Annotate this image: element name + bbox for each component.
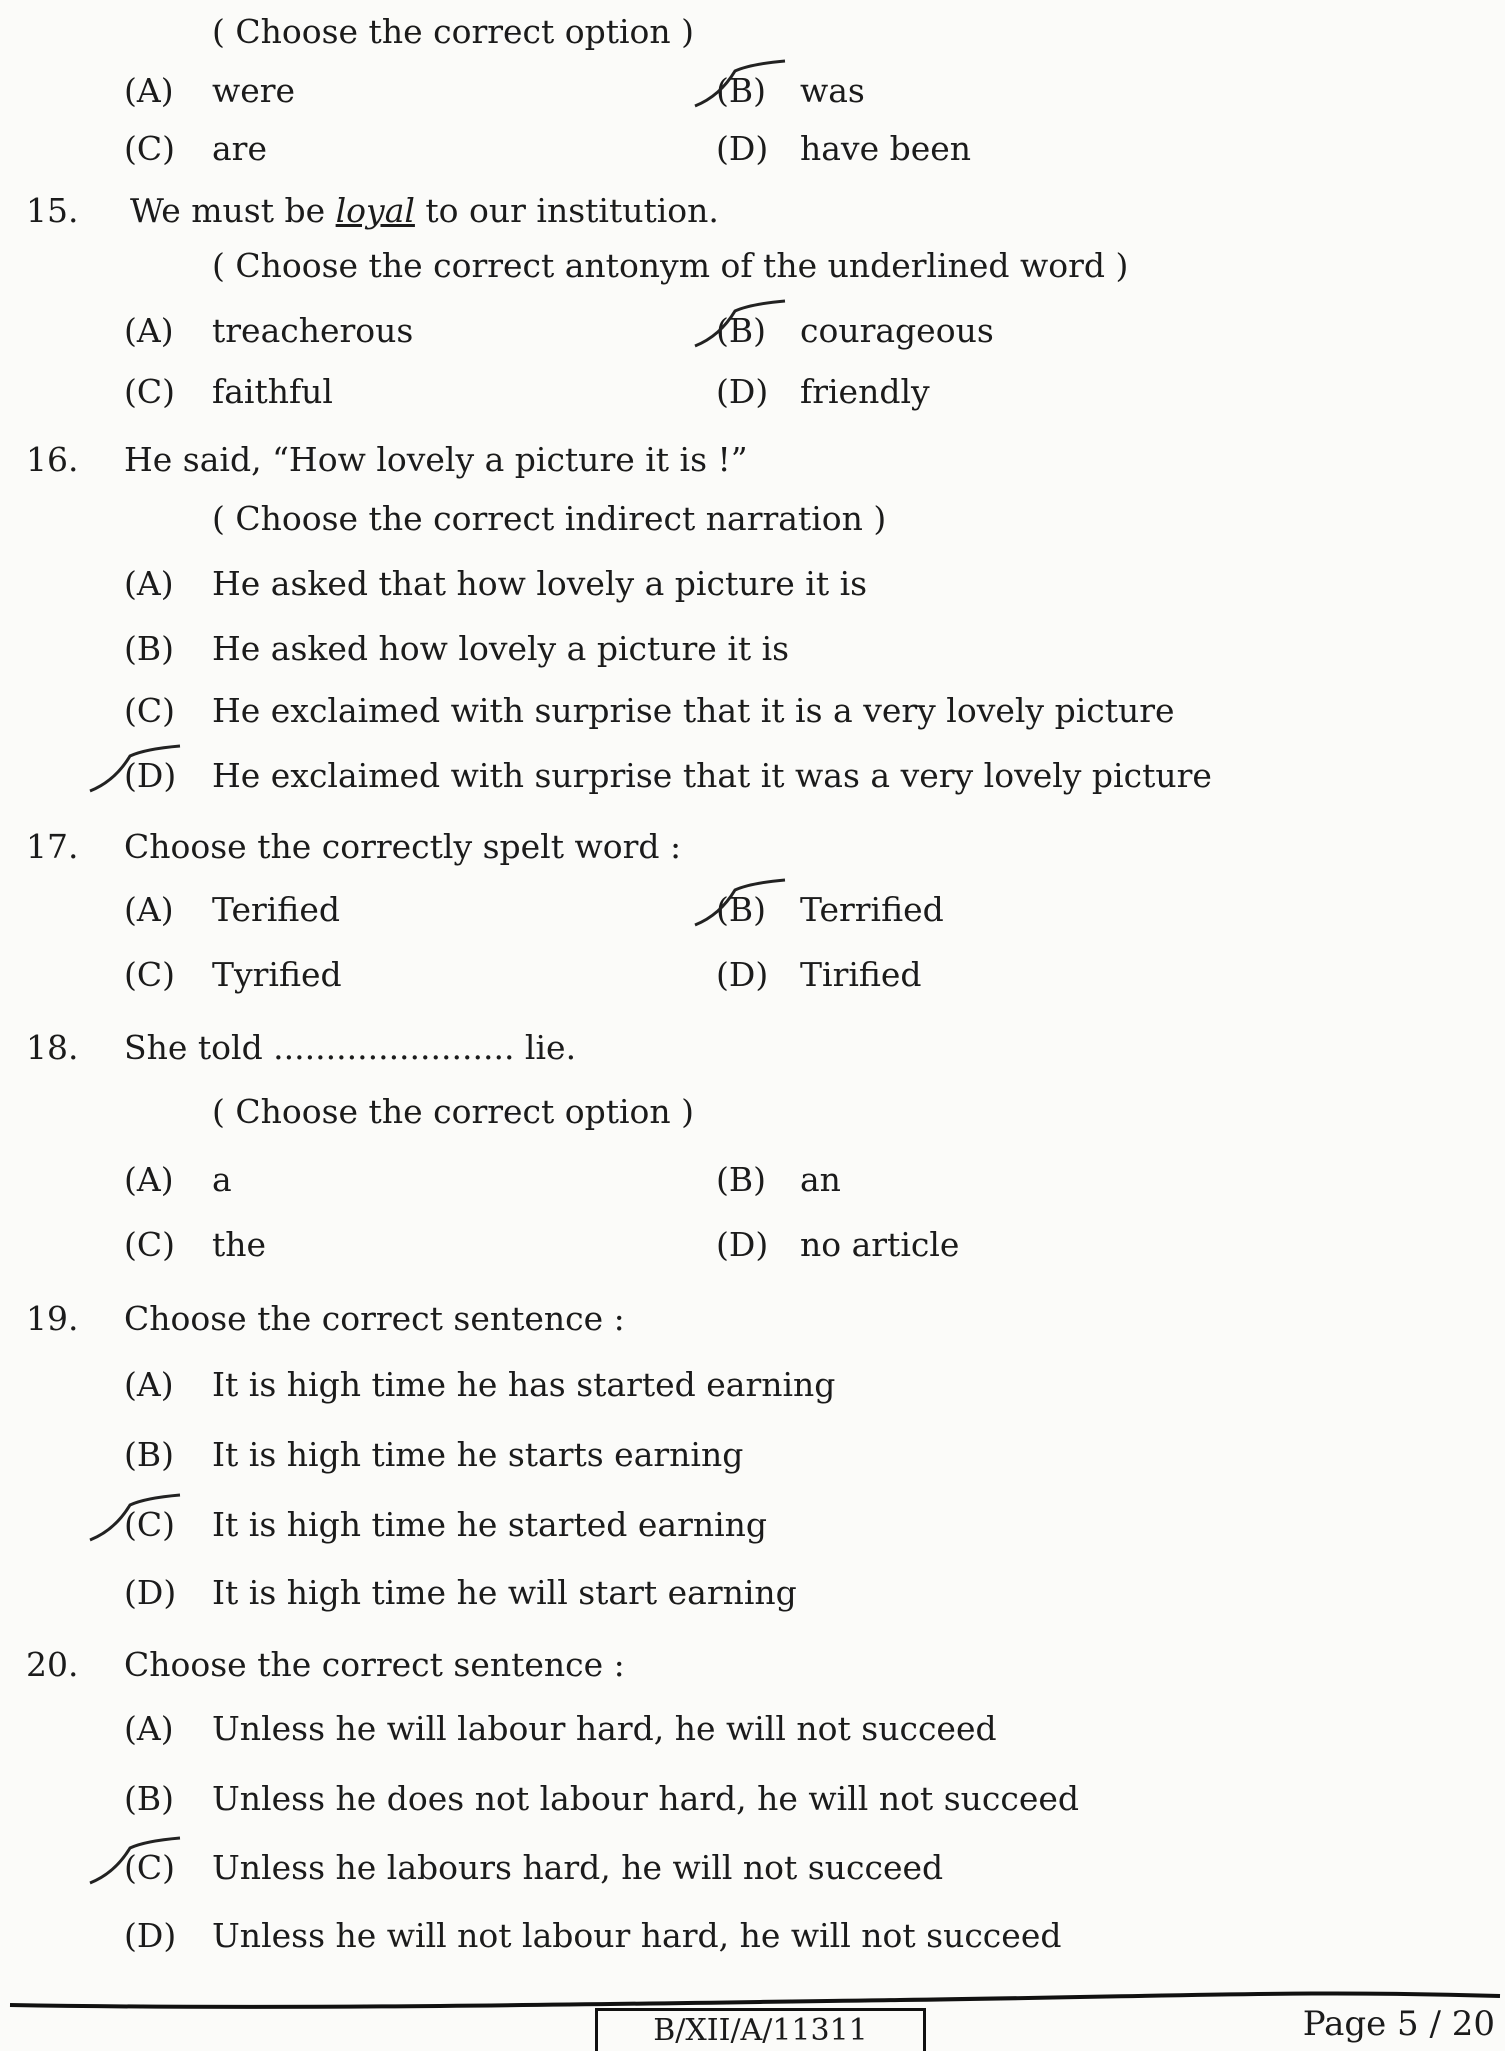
option-text-d: no article xyxy=(800,1225,960,1264)
answer-tick-mark xyxy=(690,296,800,356)
option-letter: (A) xyxy=(124,564,174,603)
option-letter: (A) xyxy=(124,71,174,110)
option-text-d: It is high time he will start earning xyxy=(212,1573,797,1612)
option-text-a: He asked that how lovely a picture it is xyxy=(212,564,868,603)
question-number: 16. xyxy=(26,440,79,479)
option-text-b: Terrified xyxy=(800,890,944,929)
option-text-c: It is high time he started earning xyxy=(212,1505,768,1544)
question-number: 17. xyxy=(26,827,79,866)
option-text-b: He asked how lovely a picture it is xyxy=(212,629,790,668)
option-letter: (C) xyxy=(124,1225,175,1264)
question-stem: Choose the correctly spelt word : xyxy=(124,827,682,866)
answer-tick-mark xyxy=(85,1833,195,1893)
option-text-b: courageous xyxy=(800,311,994,350)
option-letter: (D) xyxy=(124,1573,177,1612)
option-text-a: were xyxy=(212,71,296,110)
answer-tick-mark xyxy=(85,1490,195,1550)
option-letter: (C) xyxy=(124,1505,175,1544)
option-text-b: was xyxy=(800,71,865,110)
option-text-d: have been xyxy=(800,129,972,168)
underlined-word: loyal xyxy=(335,191,415,230)
option-text-b: It is high time he starts earning xyxy=(212,1435,744,1474)
option-letter: (D) xyxy=(124,1916,177,1955)
question-instruction: ( Choose the correct option ) xyxy=(212,12,695,51)
question-stem: She told ....................... lie. xyxy=(124,1028,577,1067)
option-text-d: Unless he will not labour hard, he will not succeed xyxy=(212,1916,1062,1955)
option-letter: (C) xyxy=(124,1848,175,1887)
stem-text: We must be xyxy=(130,191,336,230)
option-text-d: Tirified xyxy=(800,955,922,994)
option-text-a: It is high time he has started earning xyxy=(212,1365,836,1404)
question-instruction: ( Choose the correct antonym of the underlined word ) xyxy=(212,246,1129,285)
option-letter: (D) xyxy=(716,372,769,411)
option-letter: (B) xyxy=(124,1435,174,1474)
option-letter: (B) xyxy=(124,629,174,668)
option-letter: (D) xyxy=(716,129,769,168)
option-text-c: Tyrified xyxy=(212,955,342,994)
option-letter: (C) xyxy=(124,691,175,730)
option-text-c: Unless he labours hard, he will not succeed xyxy=(212,1848,944,1887)
option-letter: (A) xyxy=(124,1709,174,1748)
option-text-d: He exclaimed with surprise that it was a very lovely picture xyxy=(212,756,1212,795)
question-stem: Choose the correct sentence : xyxy=(124,1299,625,1338)
option-text-c: are xyxy=(212,129,267,168)
option-letter: (C) xyxy=(124,372,175,411)
option-letter: (B) xyxy=(716,71,766,110)
option-text-b: Unless he does not labour hard, he will not succeed xyxy=(212,1779,1080,1818)
option-letter: (B) xyxy=(716,1160,766,1199)
option-text-a: Unless he will labour hard, he will not succeed xyxy=(212,1709,997,1748)
option-letter: (A) xyxy=(124,311,174,350)
question-number: 18. xyxy=(26,1028,79,1067)
option-text-d: friendly xyxy=(800,372,930,411)
answer-tick-mark xyxy=(690,875,800,935)
option-text-a: a xyxy=(212,1160,232,1199)
footer-divider xyxy=(0,1990,1505,2010)
option-letter: (B) xyxy=(716,890,766,929)
paper-code: B/XII/A/11311 xyxy=(595,2008,926,2051)
option-letter: (A) xyxy=(124,1365,174,1404)
question-instruction: ( Choose the correct option ) xyxy=(212,1092,695,1131)
question-stem: Choose the correct sentence : xyxy=(124,1645,625,1684)
option-letter: (A) xyxy=(124,890,174,929)
option-letter: (D) xyxy=(716,1225,769,1264)
option-letter: (D) xyxy=(716,955,769,994)
option-letter: (D) xyxy=(124,756,177,795)
question-number: 19. xyxy=(26,1299,79,1338)
option-letter: (B) xyxy=(716,311,766,350)
option-text-c: faithful xyxy=(212,372,333,411)
answer-tick-mark xyxy=(690,56,800,116)
option-text-a: treacherous xyxy=(212,311,414,350)
stem-text: to our institution. xyxy=(414,191,719,230)
option-letter: (C) xyxy=(124,955,175,994)
option-text-c: He exclaimed with surprise that it is a very lovely picture xyxy=(212,691,1175,730)
option-text-a: Terified xyxy=(212,890,340,929)
option-text-b: an xyxy=(800,1160,841,1199)
answer-tick-mark xyxy=(85,741,195,801)
option-letter: (C) xyxy=(124,129,175,168)
question-stem: He said, “How lovely a picture it is !” xyxy=(124,440,748,479)
option-text-c: the xyxy=(212,1225,267,1264)
question-number: 20. xyxy=(26,1645,79,1684)
option-letter: (A) xyxy=(124,1160,174,1199)
question-instruction: ( Choose the correct indirect narration ) xyxy=(212,499,887,538)
question-number: 15. xyxy=(26,191,79,230)
question-stem xyxy=(130,191,719,231)
option-letter: (B) xyxy=(124,1779,174,1818)
page-number: Page 5 / 20 xyxy=(1302,2004,1495,2044)
